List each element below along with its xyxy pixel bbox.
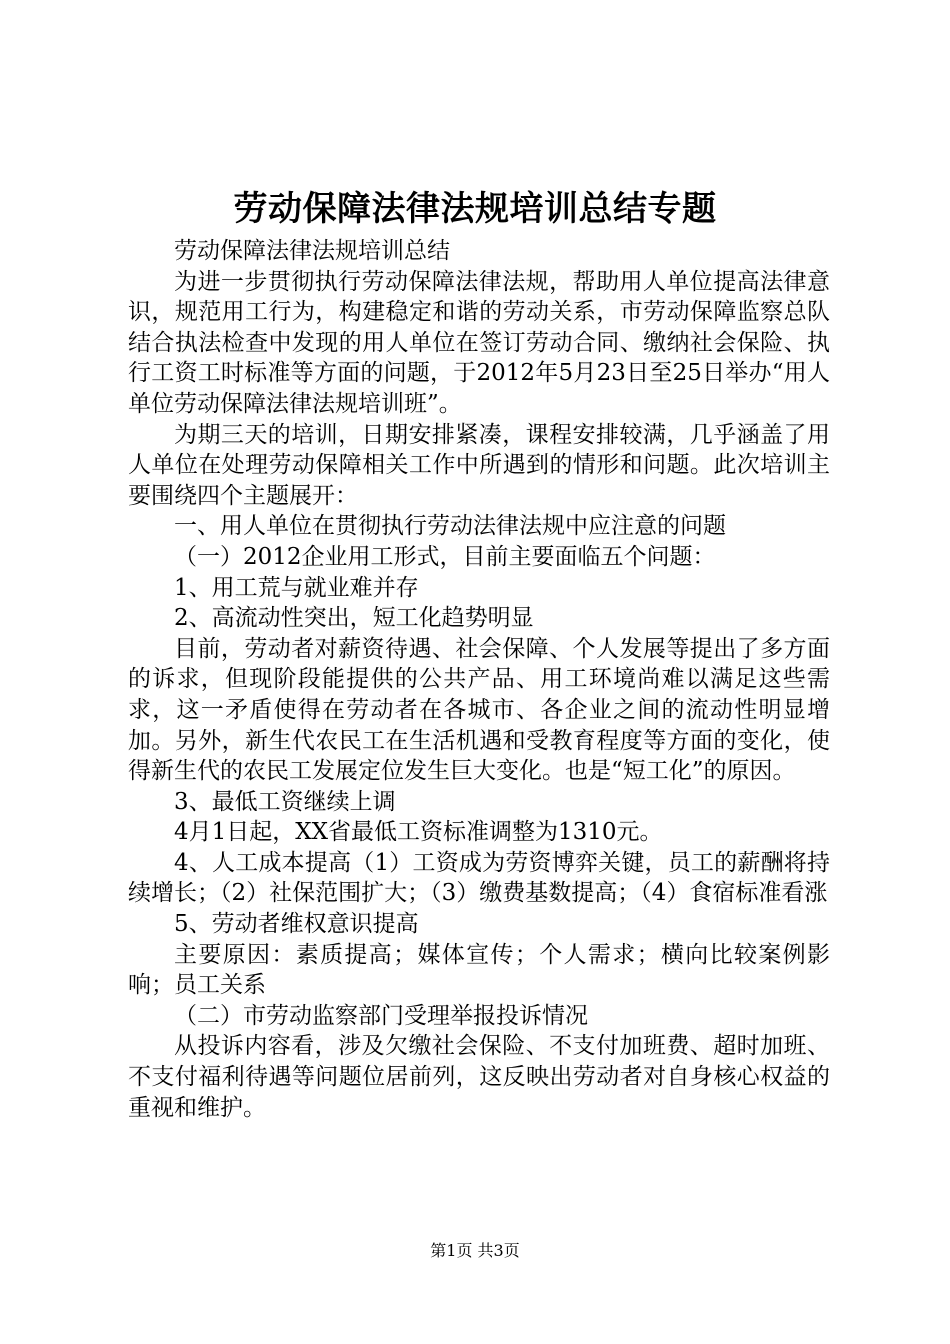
list-item: 3、最低工资继续上调 [174, 788, 396, 815]
paragraph: 目前，劳动者对薪资待遇、社会保障、个人发展等提出了多方面的诉求，但现阶段能提供的公共产品、用工环境尚难以满足这些需求，这一矛盾使得在劳动者在各城市、各企业之间的流动性明显增加。另外，新生代农民工在生活机遇和受教育程度等方面的变化，使得新生代的农民工发展定位发生巨大变化。也是“短工化”的原因。 [128, 635, 830, 785]
page-number: 第1页 共3页 [430, 1241, 520, 1260]
paragraph: 为期三天的培训，日期安排紧凑，课程安排较满，几乎涵盖了用人单位在处理劳动保障相关工作中所遇到的情形和问题。此次培训主要围绕四个主题展开： [128, 421, 830, 509]
subsection-heading: （二）市劳动监察部门受理举报投诉情况 [174, 1002, 588, 1029]
paragraph: 为进一步贯彻执行劳动保障法律法规，帮助用人单位提高法律意识，规范用工行为，构建稳定和谐的劳动关系，市劳动保障监察总队结合执法检查中发现的用人单位在签订劳动合同、缴纳社会保险、执行工资工时标准等方面的问题，于2012年5月23日至25日举办“用人单位劳动保障法律法规培训班”。 [128, 268, 830, 417]
paragraph: 劳动保障法律法规培训总结 [174, 238, 450, 264]
list-item: 1、用工荒与就业难并存 [174, 574, 419, 601]
paragraph: 4月1日起，XX省最低工资标准调整为1310元。 [174, 819, 663, 846]
list-item: 2、高流动性突出，短工化趋势明显 [174, 605, 534, 632]
list-item: 5、劳动者维权意识提高 [174, 911, 419, 938]
document-body [128, 236, 830, 1123]
subsection-heading: （一）2012企业用工形式，目前主要面临五个问题： [174, 543, 716, 570]
section-heading: 一、用人单位在贯彻执行劳动法律法规中应注意的问题 [174, 513, 726, 540]
paragraph: 主要原因：素质提高；媒体宣传；个人需求；横向比较案例影响；员工关系 [128, 941, 830, 999]
document-title: 劳动保障法律法规培训总结专题 [233, 189, 717, 229]
list-item: 4、人工成本提高（1）工资成为劳资博弈关键，员工的薪酬将持续增长；（2）社保范围扩大；（3）缴费基数提高；（4）食宿标准看涨 [128, 849, 830, 907]
paragraph: 从投诉内容看，涉及欠缴社会保险、不支付加班费、超时加班、不支付福利待遇等问题位居前列，这反映出劳动者对自身核心权益的重视和维护。 [128, 1033, 830, 1121]
